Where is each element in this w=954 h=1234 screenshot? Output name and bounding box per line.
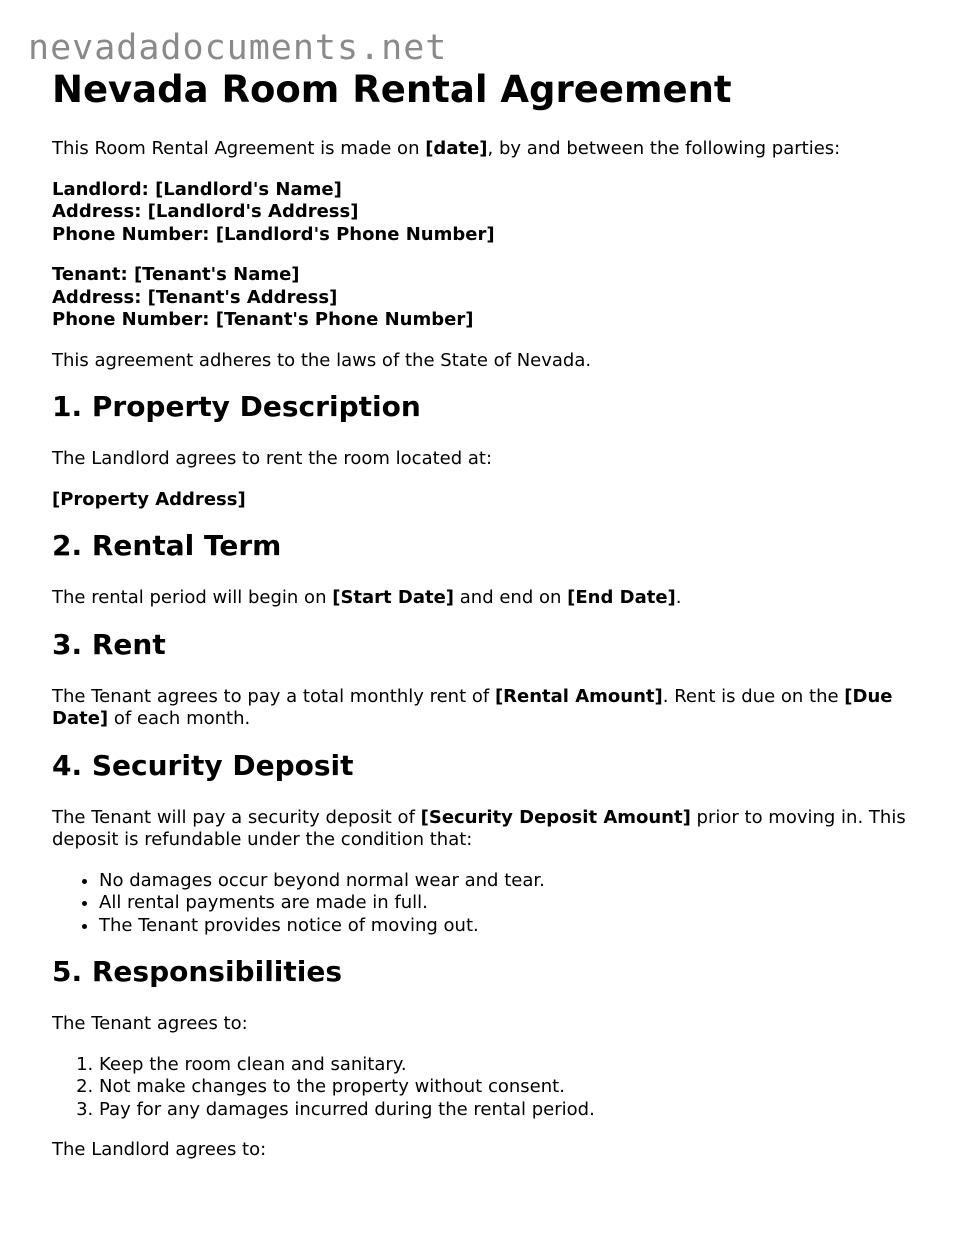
rental-amount: [Rental Amount] bbox=[494, 685, 663, 707]
landlord-name: Landlord: [Landlord's Name] bbox=[52, 178, 342, 200]
deposit-amount: [Security Deposit Amount] bbox=[420, 806, 691, 828]
intro-suffix: , by and between the following parties: bbox=[487, 138, 841, 159]
list-item: 1. Keep the room clean and sanitary. bbox=[99, 1054, 912, 1077]
landlord-info bbox=[52, 179, 912, 247]
section-heading-term: 2. Rental Term bbox=[52, 529, 282, 562]
deposit-prefix: The Tenant will pay a security deposit of bbox=[52, 806, 421, 828]
tenant-address: Address: [Tenant's Address] bbox=[52, 286, 338, 308]
landlord-agrees-intro: The Landlord agrees to: bbox=[52, 1139, 267, 1160]
intro-prefix: This Room Rental Agreement is made on bbox=[52, 138, 426, 159]
tenant-phone: Phone Number: [Tenant's Phone Number] bbox=[52, 309, 474, 330]
rent-suffix: of each month. bbox=[108, 708, 251, 729]
intro-paragraph bbox=[52, 138, 912, 161]
landlord-phone: Phone Number: [Landlord's Phone Number] bbox=[52, 223, 495, 245]
section-heading-responsibilities: 5. Responsibilities bbox=[52, 955, 343, 988]
tenant-agrees-intro: The Tenant agrees to: bbox=[52, 1013, 248, 1034]
deposit-suffix: prior to moving in. This deposit is refundable under the condition that: bbox=[52, 806, 906, 850]
tenant-responsibilities-list bbox=[52, 1054, 912, 1122]
term-middle: and end on bbox=[454, 587, 568, 608]
section-heading-deposit: 4. Security Deposit bbox=[52, 748, 354, 782]
list-item: • All rental payments are made in full. bbox=[99, 892, 912, 915]
term-suffix: . bbox=[675, 587, 682, 608]
property-text: The Landlord agrees to rent the room located at: bbox=[52, 448, 493, 469]
rent-prefix: The Tenant agrees to pay a total monthly rent of bbox=[52, 685, 495, 707]
watermark: nevadadocuments.net bbox=[28, 28, 448, 68]
laws-note: This agreement adheres to the laws of the State of Nevada. bbox=[52, 349, 592, 371]
agreement-date: [date] bbox=[425, 138, 488, 159]
tenant-name: Tenant: [Tenant's Name] bbox=[52, 264, 300, 285]
rent-middle: . Rent is due on the bbox=[662, 685, 845, 707]
landlord-address: Address: [Landlord's Address] bbox=[52, 201, 359, 222]
section-heading-rent: 3. Rent bbox=[52, 627, 166, 661]
deposit-paragraph bbox=[52, 807, 912, 852]
section-heading-property: 1. Property Description bbox=[52, 390, 421, 423]
deposit-conditions-list bbox=[52, 870, 912, 938]
list-item: 3. Pay for any damages incurred during the rental period. bbox=[99, 1099, 912, 1122]
document-body bbox=[52, 68, 912, 1180]
property-address: [Property Address] bbox=[52, 488, 246, 510]
tenant-info bbox=[52, 264, 912, 332]
rent-paragraph bbox=[52, 686, 912, 731]
list-item: • The Tenant provides notice of moving out. bbox=[99, 915, 912, 938]
document-title: Nevada Room Rental Agreement bbox=[52, 68, 732, 111]
term-paragraph bbox=[52, 587, 912, 610]
list-item: • No damages occur beyond normal wear and tear. bbox=[99, 870, 912, 893]
term-prefix: The rental period will begin on bbox=[52, 587, 333, 608]
start-date: [Start Date] bbox=[332, 587, 455, 608]
end-date: [End Date] bbox=[567, 587, 676, 608]
list-item: 2. Not make changes to the property without consent. bbox=[99, 1076, 912, 1099]
due-date: [Due Date] bbox=[52, 685, 893, 729]
